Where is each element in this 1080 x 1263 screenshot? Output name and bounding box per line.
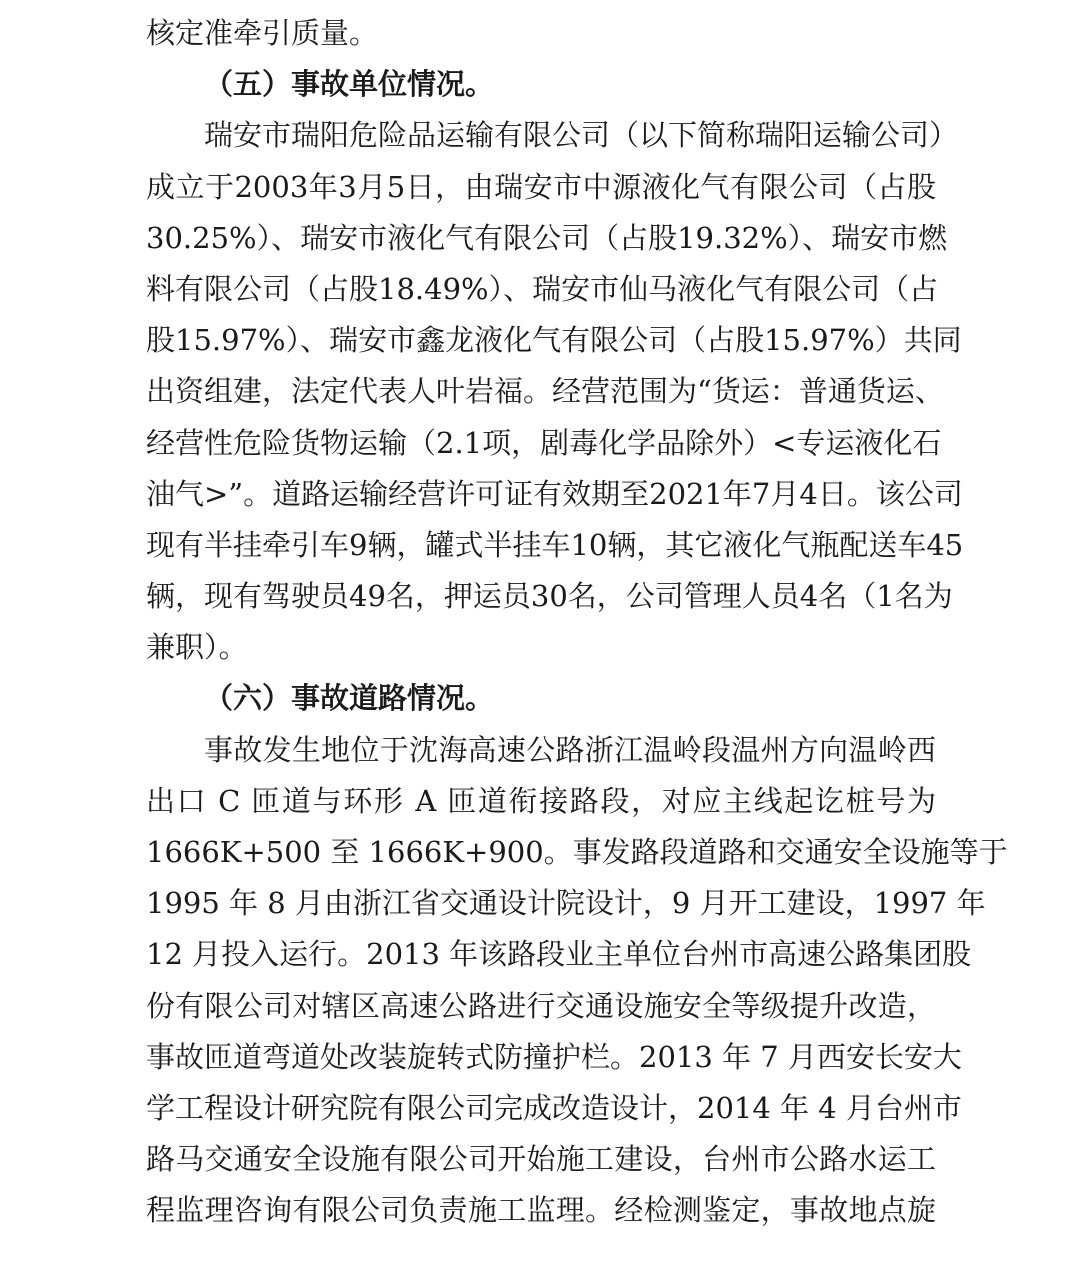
section-heading: （六）事故道路情况。 xyxy=(204,681,495,716)
paragraph-line: 程监理咨询有限公司负责施工监理。经检测鉴定，事故地点旋 xyxy=(146,1193,936,1228)
paragraph-line: 事故匝道弯道处改装旋转式防撞护栏。2013 年 7 月西安长安大 xyxy=(146,1039,962,1074)
paragraph-line: 核定准牵引质量。 xyxy=(146,16,379,50)
paragraph-line: 现有半挂牵引车9辆，罐式半挂车10辆，其它液化气瓶配送车45 xyxy=(146,527,964,562)
paragraph-line: 1666K+500 至 1666K+900。事发路段道路和交通安全设施等于 xyxy=(146,835,1008,869)
paragraph-line: 路马交通安全设施有限公司开始施工建设，台州市公路水运工 xyxy=(146,1142,936,1177)
section-heading: （五）事故单位情况。 xyxy=(204,67,495,102)
paragraph-line: 出口 C 匝道与环形 A 匝道衔接路段，对应主线起讫桩号为 xyxy=(146,783,936,818)
paragraph-line: 学工程设计研究院有限公司完成改造设计，2014 年 4 月台州市 xyxy=(146,1090,962,1125)
paragraph-line: 12 月投入运行。2013 年该路段业主单位台州市高速公路集团股 xyxy=(146,937,972,972)
paragraph-line: 兼职）。 xyxy=(146,630,248,665)
paragraph-line: 经营性危险货物运输（2.1项，剧毒化学品除外）<专运液化石 xyxy=(146,425,942,460)
paragraph-line: 份有限公司对辖区高速公路进行交通设施安全等级提升改造， xyxy=(146,988,936,1023)
paragraph-line: 料有限公司（占股18.49%）、瑞安市仙马液化气有限公司（占 xyxy=(146,271,939,306)
paragraph-line: 辆，现有驾驶员49名，押运员30名，公司管理人员4名（1名为 xyxy=(146,579,953,614)
paragraph-line: 出资组建，法定代表人叶岩福。经营范围为“货运：普通货运、 xyxy=(146,374,944,409)
paragraph-line: 瑞安市瑞阳危险品运输有限公司（以下简称瑞阳运输公司） xyxy=(204,118,959,153)
document-page xyxy=(146,8,1008,1237)
paragraph-line: 30.25%）、瑞安市液化气有限公司（占股19.32%）、瑞安市燃 xyxy=(146,220,948,255)
paragraph-line: 油气>”。道路运输经营许可证有效期至2021年7月4日。该公司 xyxy=(146,476,963,511)
paragraph-line: 事故发生地位于沈海高速公路浙江温岭段温州方向温岭西 xyxy=(204,732,936,767)
paragraph-line: 成立于2003年3月5日，由瑞安市中源液化气有限公司（占股 xyxy=(146,169,936,204)
paragraph-line: 股15.97%）、瑞安市鑫龙液化气有限公司（占股15.97%）共同 xyxy=(146,323,962,358)
paragraph-line: 1995 年 8 月由浙江省交通设计院设计，9 月开工建设，1997 年 xyxy=(146,886,986,921)
